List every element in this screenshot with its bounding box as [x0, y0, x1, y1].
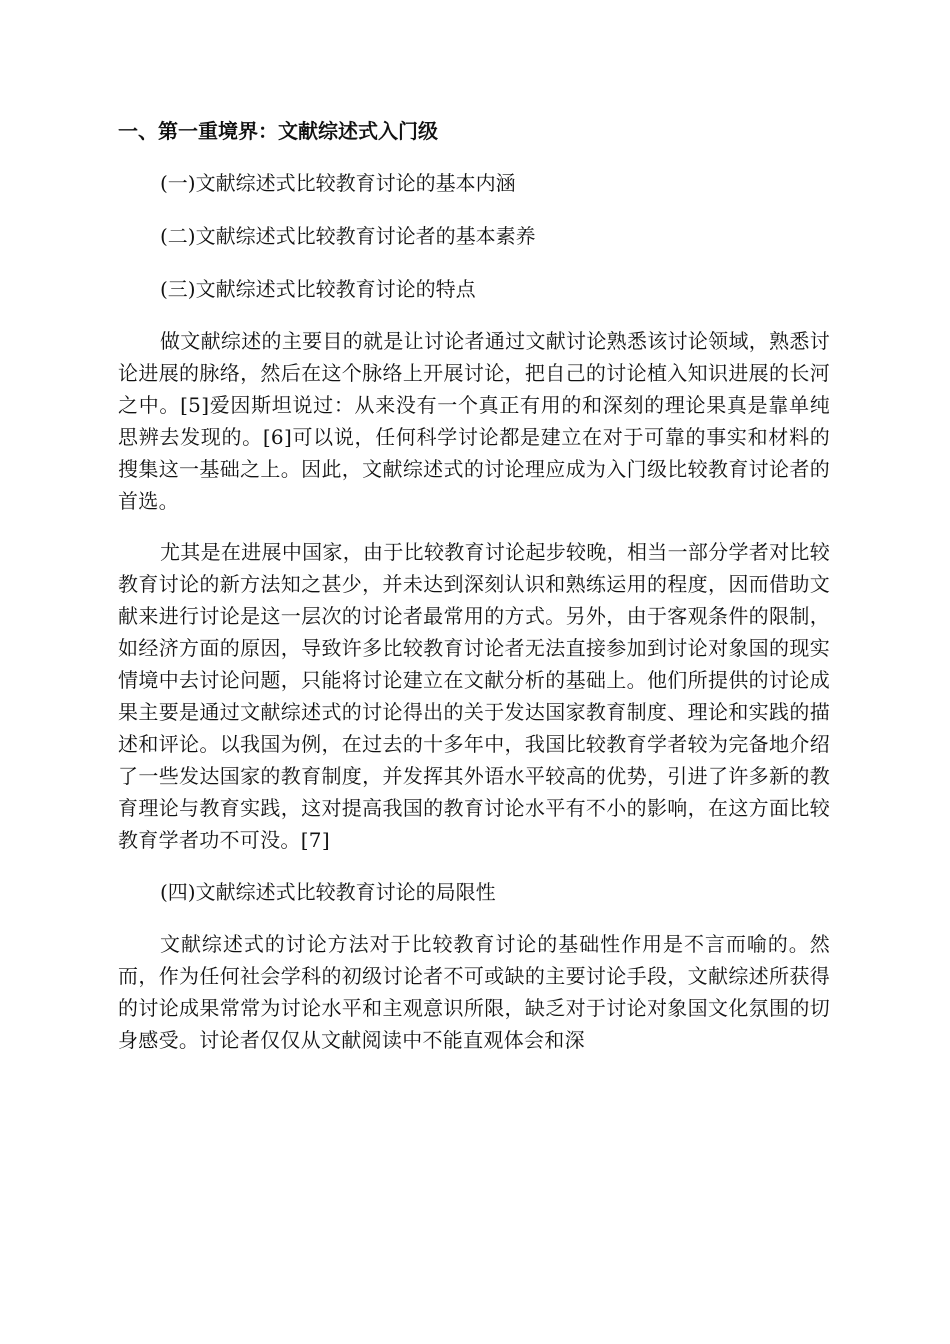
- paragraph-2: 尤其是在进展中国家，由于比较教育讨论起步较晚，相当一部分学者对比较教育讨论的新方法知之甚少，并未达到深刻认识和熟练运用的程度，因而借助文献来进行讨论是这一层次的讨论者最常用的方式。另外，由于客观条件的限制，如经济方面的原因，导致许多比较教育讨论者无法直接参加到讨论对象国的现实情境中去讨论问题，只能将讨论建立在文献分析的基础上。他们所提供的讨论成果主要是通过文献综述式的讨论得出的关于发达国家教育制度、理论和实践的描述和评论。以我国为例，在过去的十多年中，我国比较教育学者较为完备地介绍了一些发达国家的教育制度，并发挥其外语水平较高的优势，引进了许多新的教育理论与教育实践，这对提高我国的教育讨论水平有不小的影响，在这方面比较教育学者功不可没。[7]: [118, 540, 830, 852]
- subheading-1: (一)文献综述式比较教育讨论的基本内涵: [160, 171, 516, 195]
- subheading-2: (二)文献综述式比较教育讨论者的基本素养: [160, 224, 536, 248]
- document-body: [118, 114, 830, 1075]
- paragraph-3: 文献综述式的讨论方法对于比较教育讨论的基础性作用是不言而喻的。然而，作为任何社会学科的初级讨论者不可或缺的主要讨论手段，文献综述所获得的讨论成果常常为讨论水平和主观意识所限，缺乏对于讨论对象国文化氛围的切身感受。讨论者仅仅从文献阅读中不能直观体会和深: [118, 932, 830, 1052]
- paragraph-1: 做文献综述的主要目的就是让讨论者通过文献讨论熟悉该讨论领域，熟悉讨论进展的脉络，然后在这个脉络上开展讨论，把自己的讨论植入知识进展的长河之中。[5]爱因斯坦说过：从来没有一个真正有用的和深刻的理论果真是靠单纯思辨去发现的。[6]可以说，任何科学讨论都是建立在对于可靠的事实和材料的搜集这一基础之上。因此，文献综述式的讨论理应成为入门级比较教育讨论者的首选。: [118, 329, 830, 513]
- subheading-3: (三)文献综述式比较教育讨论的特点: [160, 277, 476, 301]
- section-heading: 一、第一重境界：文献综述式入门级: [118, 119, 438, 143]
- subheading-4: (四)文献综述式比较教育讨论的局限性: [160, 880, 496, 904]
